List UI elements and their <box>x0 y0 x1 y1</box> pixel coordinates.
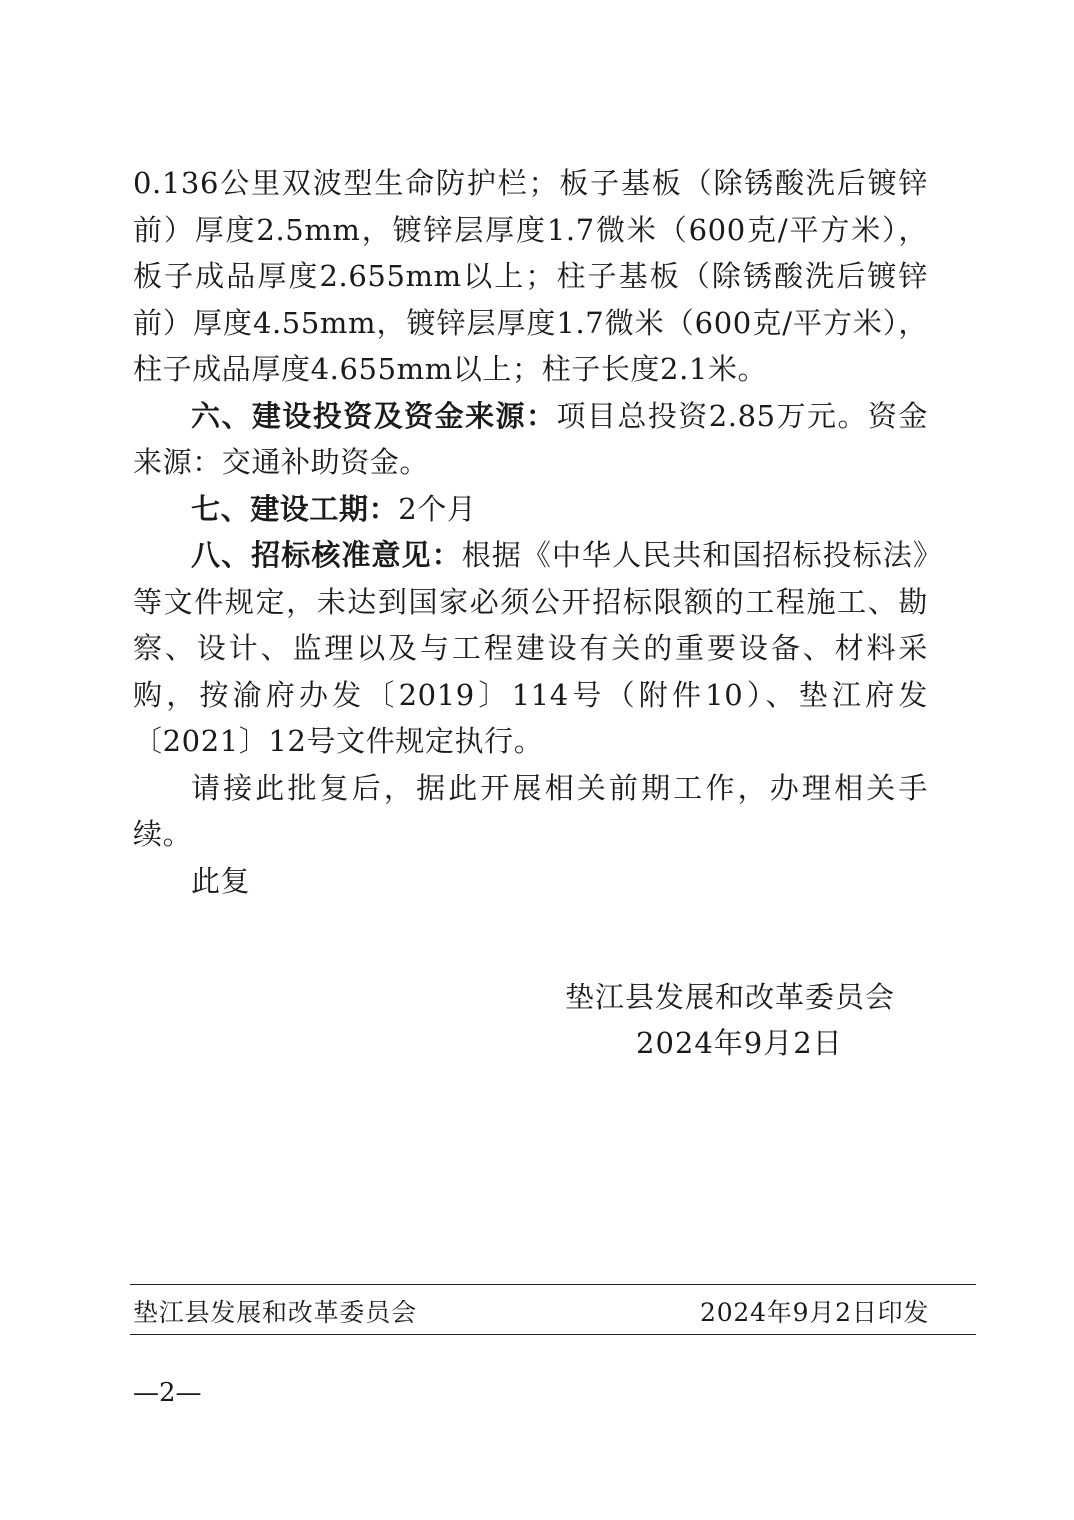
section-6 <box>133 393 928 486</box>
closing-instruction: 请接此批复后，据此开展相关前期工作，办理相关手续。 <box>133 770 928 851</box>
footer-bottom-rule <box>130 1334 976 1335</box>
section-6-text: 项目总投资2.85万元。资金来源：交通补助资金。 <box>133 398 928 479</box>
closing-reply: 此复 <box>191 863 251 898</box>
section-7-text: 2个月 <box>398 491 477 526</box>
section-6-heading: 六、建设投资及资金来源： <box>191 398 557 433</box>
section-7-heading: 七、建设工期： <box>191 491 399 526</box>
page-number: —2— <box>133 1378 202 1408</box>
signature-organization: 垫江县发展和改革委员会 <box>565 980 896 1014</box>
section-8-text: 根据《中华人民共和国招标投标法》等文件规定，未达到国家必须公开招标限额的工程施工、勘察、设计、监理以及与工程建设有关的重要设备、材料采购，按渝府办发〔2019〕114号（附件10）、垫江府发〔2021〕12号文件规定执行。 <box>133 538 928 758</box>
spec-paragraph: 0.136公里双波型生命防护栏；板子基板（除锈酸洗后镀锌前）厚度2.5mm，镀锌层厚度1.7微米（600克/平方米），板子成品厚度2.655mm以上；柱子基板（除锈酸洗后镀锌前）厚度4.55mm，镀锌层厚度1.7微米（600克/平方米），柱子成品厚度4.655mm以上；柱子长度2.1米。 <box>133 166 928 386</box>
footer-top-rule <box>130 1284 976 1285</box>
document-body <box>133 160 928 904</box>
section-8 <box>133 532 928 765</box>
section-8-heading: 八、招标核准意见： <box>191 538 462 572</box>
section-7 <box>133 486 928 533</box>
signature-date: 2024年9月2日 <box>636 1026 843 1060</box>
footer-organization: 垫江县发展和改革委员会 <box>133 1298 417 1327</box>
footer-print-date: 2024年9月2日印发 <box>700 1298 930 1327</box>
